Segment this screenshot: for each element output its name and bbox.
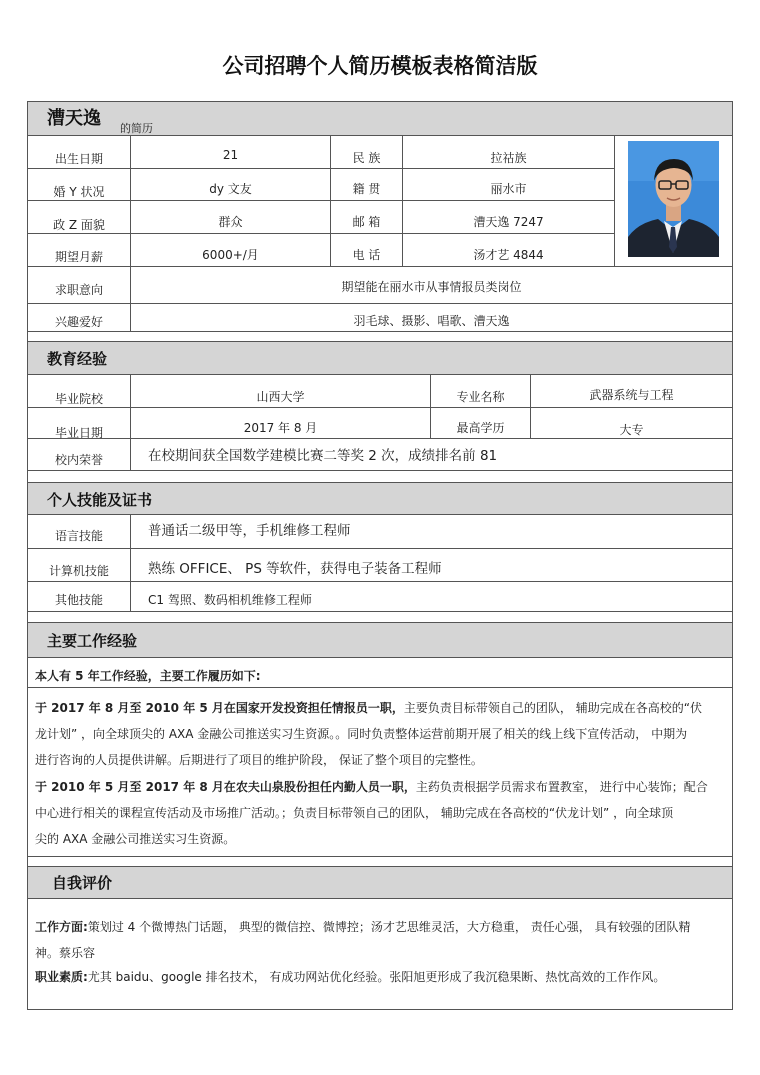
political-value: 群众 [218,215,243,229]
phone-value: 汤才艺 4844 [473,248,544,262]
divider [28,856,732,857]
hobby-value: 羽毛球、摄影、唱歌、漕天逸 [353,314,510,328]
job-1-line1: 主要负责目标带领自己的团队， 辅助完成在各高校的“伏 [403,701,702,715]
honor-label: 校内荣誉 [54,453,103,467]
job-1-title: 于 2017 年 8 月至 2010 年 5 月在国家开发投资担任情报员一职， [35,701,404,715]
major-label: 专业名称 [456,390,505,404]
job-2-entry [35,774,725,852]
divider [28,581,732,582]
self-eval-quality [35,964,725,990]
divider [28,135,732,136]
grad-label: 毕业日期 [54,426,103,440]
email-value: 漕天逸 7247 [473,215,544,229]
candidate-name: 漕天逸 [47,108,101,129]
self-eval-band [28,866,732,898]
education-heading: 教育经验 [47,350,108,368]
divider [28,374,732,375]
job-2-title: 于 2010 年 5 月至 2017 年 8 月在农夫山泉股份担任内勤人员一职， [35,780,416,794]
job-2-line2: 中心进行相关的课程宣传活动及市场推广活动。；负责目标带领自己的团队， 辅助完成在各高校的“伏龙计划” ，向全球顶 [35,806,674,820]
divider [28,438,732,439]
job-1-line2: 龙计划” ，向全球顶尖的 AXA 金融公司推送实习生资源。。同时负责整体运营前期开展了相关的线上线下宣传活动， 中期为 [35,727,688,741]
school-value: 山西大学 [256,390,305,404]
work-aspect-line1: 策划过 4 个微博热门话题， 典型的微信控、微博控；汤才艺思维灵活，大方稳重， 责任心强， 具有较强的团队精 [87,920,691,934]
honor-value: 在校期间获全国数学建模比赛二等奖 2 次，成绩排名前 81 [148,448,498,464]
divider [130,514,131,611]
job-2-line1: 主药负责根据学员需求布置教室， 进行中心装饰；配合 [415,780,708,794]
job-1-entry [35,695,725,773]
divider [28,331,732,332]
phone-label: 电 话 [352,248,381,262]
salary-label: 期望月薪 [54,250,103,264]
nation-label: 民 族 [352,151,381,165]
language-label: 语言技能 [54,529,103,543]
work-aspect-label: 工作方面: [35,920,88,934]
quality-line1: 尤其 baidu、google 排名技术， 有成功网站优化经验。张阳旭更形成了我沉稳果断、热忱高效的工作作风。 [87,970,666,984]
work-heading: 主要工作经验 [47,632,138,650]
divider [28,407,732,408]
other-skill-label: 其他技能 [54,593,103,607]
divider [130,135,131,331]
language-value: 普通话二级甲等，手机维修工程师 [148,523,351,539]
skills-heading: 个人技能及证书 [47,491,153,509]
nation-value: 拉祜族 [490,151,527,165]
divider [28,514,732,515]
work-summary: 本人有 5 年工作经验，主要工作履历如下: [35,669,261,683]
computer-value: 熟练 OFFICE、 PS 等软件，获得电子装备工程师 [148,561,442,577]
resume-suffix: 的简历 [120,122,153,135]
major-value: 武器系统与工程 [589,388,674,402]
degree-value: 大专 [619,423,644,437]
marital-label: 婚 Y 状况 [53,185,105,199]
quality-label: 职业素质: [35,970,88,984]
school-label: 毕业院校 [54,392,103,406]
divider [28,200,614,201]
salary-value: 6000+/月 [202,248,259,262]
divider [28,341,732,342]
birth-value: 21 [222,148,239,162]
divider [28,898,732,899]
job-2-line3: 尖的 AXA 金融公司推送实习生资源。 [35,832,236,846]
divider [28,470,732,471]
divider [28,687,732,688]
email-label: 邮 箱 [352,215,381,229]
divider [28,866,732,867]
divider [28,233,614,234]
divider [28,266,732,267]
political-label: 政 Z 面貌 [53,218,105,232]
divider [28,622,732,623]
other-skill-value: C1 驾照、数码相机维修工程师 [148,593,312,607]
hobby-label: 兴趣爱好 [54,315,103,329]
degree-label: 最高学历 [456,421,505,435]
divider [614,135,615,266]
profile-photo [628,141,719,257]
birth-label: 出生日期 [54,152,103,166]
divider [28,548,732,549]
intent-value: 期望能在丽水市从事情报员类岗位 [341,280,522,294]
divider [28,303,732,304]
page-title: 公司招聘个人简历模板表格简洁版 [222,54,538,78]
divider [28,482,732,483]
divider [28,611,732,612]
divider [28,657,732,658]
self-eval-work [35,914,725,966]
divider [28,168,614,169]
work-aspect-line2: 神。蔡乐容 [35,946,96,960]
self-eval-heading: 自我评价 [52,874,113,892]
origin-label: 籍 贯 [352,182,381,196]
origin-value: 丽水市 [490,182,527,196]
education-band [28,341,732,374]
marital-value: dy 文友 [209,182,252,196]
job-1-line3: 进行咨询的人员提供讲解。后期进行了项目的维护阶段， 保证了整个项目的完整性。 [35,753,483,767]
computer-label: 计算机技能 [48,564,109,578]
intent-label: 求职意向 [54,283,103,297]
grad-value: 2017 年 8 月 [243,421,318,435]
